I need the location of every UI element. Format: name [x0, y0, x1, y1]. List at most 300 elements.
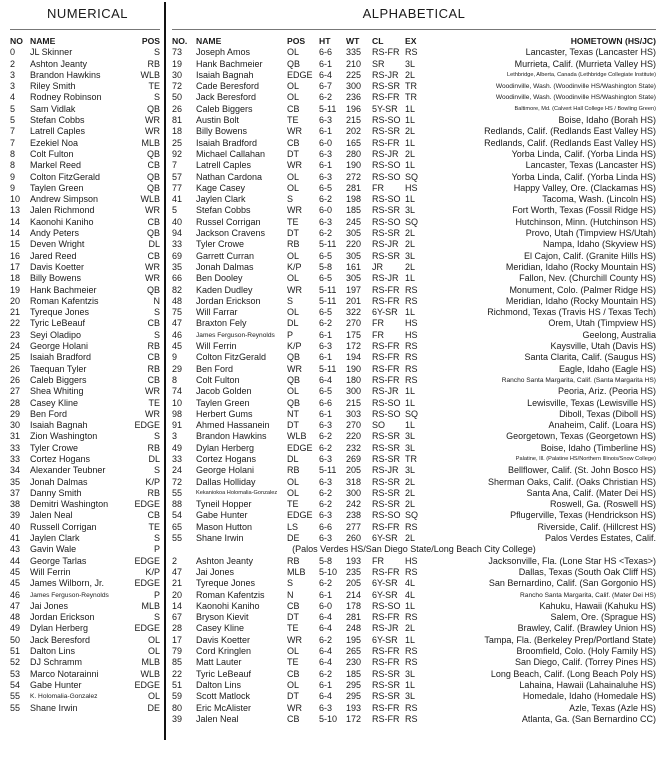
cell-pos: QB: [146, 284, 160, 295]
numerical-row: [10, 81, 160, 92]
cell-no: 22: [10, 318, 21, 329]
alphabetical-row: [172, 488, 656, 499]
cell-pos: S: [153, 307, 160, 318]
cell-ex: RS: [405, 352, 418, 363]
cell-pos: DT: [287, 228, 299, 239]
cell-name: K. Holomalia-Gonzalez: [30, 693, 98, 701]
cell-no: 49: [172, 442, 183, 453]
cell-name: Taylen Green: [196, 397, 250, 408]
cell-no: 53: [10, 668, 21, 679]
cell-pos: S: [287, 295, 294, 306]
cell-hometown: Murrieta, Calif. (Murrieta Valley HS): [514, 58, 656, 69]
cell-no: 28: [10, 397, 21, 408]
cell-hometown: Yorba Linda, Calif. (Yorba Linda HS): [511, 171, 656, 182]
cell-name: Ashton Jeanty: [196, 555, 254, 566]
cell-pos: DT: [287, 691, 299, 702]
cell-pos: P: [153, 544, 160, 555]
cell-name: Sam Vidlak: [30, 103, 76, 114]
cell-no: 47: [10, 600, 21, 611]
numerical-row: [10, 205, 160, 216]
alphabetical-row: [172, 126, 656, 137]
cell-pos: CB: [287, 713, 300, 724]
numerical-row: [10, 544, 160, 555]
cell-no: 33: [10, 453, 21, 464]
cell-ht: 6-2: [319, 431, 333, 442]
cell-name: Taequan Tyler: [30, 363, 87, 374]
cell-name: Will Ferrin: [196, 341, 237, 352]
cell-hometown: Woodinville, Wash. (Woodinville HS/Washington State): [495, 94, 656, 102]
cell-wt: 214: [346, 589, 362, 600]
cell-ex: 3L: [405, 250, 416, 261]
cell-name: Tyric LeBeauf: [30, 318, 86, 329]
alphabetical-row: [172, 691, 656, 702]
numerical-row: [10, 251, 160, 262]
alphabetical-row: [172, 375, 656, 386]
cell-wt: 236: [346, 92, 362, 103]
cell-name: Kaonohi Kaniho: [196, 600, 260, 611]
cell-hometown: Brawley, Calif. (Brawley Union HS): [517, 623, 656, 634]
cell-pos: WR: [145, 386, 160, 397]
numerical-row: [10, 409, 160, 420]
cell-name: Matt Lauter: [196, 657, 242, 668]
cell-ex: 1L: [405, 115, 416, 126]
cell-cl: RS-FR: [372, 352, 400, 363]
cell-pos: WR: [287, 363, 302, 374]
cell-ht: 6-6: [319, 397, 333, 408]
cell-cl: RS-SO: [372, 510, 401, 521]
cell-cl: RS-SR: [372, 487, 401, 498]
numerical-row: [10, 307, 160, 318]
alphabetical-row: [172, 544, 656, 555]
cell-wt: 269: [346, 453, 362, 464]
cell-hometown: Kahuku, Hawaii (Kahuku HS): [539, 600, 656, 611]
cell-hometown: Fallon, Nev. (Churchill County HS): [519, 273, 656, 284]
numerical-row: [10, 533, 160, 544]
cell-hometown: Orem, Utah (Timpview HS): [548, 318, 656, 329]
cell-ht: 6-2: [319, 92, 333, 103]
cell-hometown: San Bernardino, Calif. (San Gorgonio HS): [488, 578, 656, 589]
cell-ex: SQ: [405, 510, 419, 521]
cell-no: 69: [172, 250, 183, 261]
cell-ht: 6-6: [319, 521, 333, 532]
cell-wt: 190: [346, 160, 362, 171]
cell-ht: 5-10: [319, 713, 338, 724]
numerical-row: [10, 510, 160, 521]
numerical-row: [10, 183, 160, 194]
cell-pos: OL: [287, 679, 300, 690]
header-pos: POS: [141, 36, 160, 46]
cell-ht: 6-3: [319, 453, 333, 464]
numerical-row: [10, 228, 160, 239]
cell-ex: 2L: [405, 499, 416, 510]
cell-name: Kaonohi Kaniho: [30, 216, 94, 227]
cell-cl: 6Y-SR: [372, 578, 398, 589]
cell-pos: OL: [147, 691, 160, 702]
numerical-row: [10, 556, 160, 567]
cell-hometown: Diboll, Texas (Diboll HS): [559, 408, 656, 419]
cell-pos: EDGE: [134, 420, 160, 431]
cell-no: 7: [10, 126, 16, 137]
cell-wt: 201: [346, 295, 362, 306]
cell-no: 14: [10, 228, 21, 239]
alphabetical-row: [172, 533, 656, 544]
cell-ht: 6-2: [319, 668, 333, 679]
cell-ht: 6-1: [319, 352, 333, 363]
alphabetical-row: [172, 465, 656, 476]
alphabetical-row: [172, 70, 656, 81]
cell-no: 7: [10, 137, 16, 148]
cell-pos: WLB: [140, 69, 160, 80]
cell-wt: 295: [346, 679, 362, 690]
cell-pos: MLB: [141, 137, 160, 148]
numerical-row: [10, 47, 160, 58]
cell-no: 31: [10, 431, 21, 442]
cell-wt: 220: [346, 431, 362, 442]
cell-ht: 6-3: [319, 341, 333, 352]
cell-no: 23: [10, 329, 21, 340]
alphabetical-row: [172, 635, 656, 646]
cell-ht: 6-1: [319, 589, 333, 600]
cell-cl: RS-JR: [372, 148, 399, 159]
cell-name: Jonah Dalmas: [196, 261, 254, 272]
cell-no: 51: [172, 679, 183, 690]
cell-cl: RS-SO: [372, 216, 401, 227]
cell-name: Cortez Hogans: [196, 453, 257, 464]
numerical-row: [10, 522, 160, 533]
cell-pos: WLB: [140, 668, 160, 679]
numerical-row: [10, 431, 160, 442]
cell-ex: 2L: [405, 476, 416, 487]
cell-pos: CB: [287, 668, 300, 679]
cell-no: 52: [10, 657, 21, 668]
cell-ht: 6-7: [319, 81, 333, 92]
cell-ht: 6-6: [319, 47, 333, 58]
cell-wt: 230: [346, 657, 362, 668]
cell-hometown: Salem, Ore. (Sprague HS): [550, 612, 656, 623]
cell-name: Gabe Hunter: [196, 510, 248, 521]
cell-hometown: Fort Worth, Texas (Fossil Ridge HS): [512, 205, 656, 216]
numerical-row: [10, 364, 160, 375]
cell-pos: QB: [287, 352, 301, 363]
alphabetical-row: [172, 341, 656, 352]
cell-cl: FR: [372, 182, 384, 193]
cell-cl: RS-SR: [372, 250, 401, 261]
cell-no: 20: [172, 589, 183, 600]
numerical-row: [10, 172, 160, 183]
cell-hometown: Homedale, Idaho (Homedale HS): [522, 691, 656, 702]
cell-no: 26: [10, 374, 21, 385]
cell-hometown: Rancho Santa Margarita, Calif. (Mater Dei HS): [520, 591, 656, 599]
cell-name: Riley Smith: [30, 81, 76, 92]
cell-no: 39: [10, 510, 21, 521]
numerical-heading: NUMERICAL: [46, 6, 129, 21]
cell-ht: 6-5: [319, 182, 333, 193]
cell-no: 39: [172, 713, 183, 724]
cell-pos: QB: [287, 397, 301, 408]
cell-pos: WR: [145, 408, 160, 419]
cell-hometown: Yorba Linda, Calif. (Yorba Linda HS): [511, 148, 656, 159]
cell-pos: S: [153, 533, 160, 544]
cell-wt: 210: [346, 58, 362, 69]
cell-ex: TR: [405, 81, 417, 92]
cell-hometown: Rancho Santa Margarita, Calif. (Santa Margarita HS): [501, 376, 656, 384]
alphabetical-row: [172, 47, 656, 58]
numerical-header-row: [10, 36, 160, 47]
cell-name: Shane Irwin: [196, 533, 244, 544]
cell-name: Taylen Green: [30, 182, 84, 193]
cell-pos: NT: [287, 408, 299, 419]
alphabetical-row: [172, 420, 656, 431]
cell-wt: 172: [346, 341, 362, 352]
cell-name: Kekaniokoa Holomalia-Gonzalez: [196, 489, 278, 496]
cell-ex: RS: [405, 702, 418, 713]
cell-cl: 6Y-SR: [372, 589, 398, 600]
cell-pos: CB: [287, 600, 300, 611]
cell-name: Tyreque Jones: [30, 307, 90, 318]
cell-hometown: Nampa, Idaho (Skyview HS): [542, 239, 656, 250]
cell-ex: 1L: [405, 194, 416, 205]
cell-ht: 5-11: [319, 295, 337, 306]
cell-ht: 6-0: [319, 205, 333, 216]
cell-no: 35: [10, 476, 21, 487]
cell-cl: FR: [372, 555, 384, 566]
numerical-row: [10, 680, 160, 691]
cell-cl: RS-SR: [372, 205, 401, 216]
cell-pos: OL: [287, 92, 300, 103]
cell-name: Stefan Cobbs: [30, 115, 85, 126]
cell-no: 38: [10, 499, 21, 510]
numerical-row: [10, 138, 160, 149]
cell-no: 94: [172, 228, 183, 239]
cell-cl: RS-SR: [372, 442, 401, 453]
cell-pos: OL: [287, 250, 300, 261]
cell-wt: 260: [346, 533, 362, 544]
cell-cl: RS-SO: [372, 194, 401, 205]
alphabetical-row: [172, 183, 656, 194]
cell-ex: 2L: [405, 239, 416, 250]
cell-hometown: Lethbridge, Alberta, Canada (Lethbridge Collegiate Institute): [507, 71, 656, 78]
cell-wt: 198: [346, 194, 362, 205]
cell-no: 47: [172, 566, 183, 577]
alphabetical-row: [172, 307, 656, 318]
cell-wt: 202: [346, 126, 362, 137]
cell-cl: RS-SO: [372, 171, 401, 182]
column-divider: [164, 2, 166, 740]
cell-hometown: Palos Verdes Estates, Calif.: [544, 533, 656, 544]
cell-pos: CB: [287, 103, 300, 114]
cell-hometown: Redlands, Calif. (Redlands East Valley HS): [484, 126, 656, 137]
cell-ht: 6-3: [319, 148, 333, 159]
cell-wt: 190: [346, 363, 362, 374]
cell-name: Marco Notarainni: [30, 668, 99, 679]
cell-ex: TR: [405, 92, 417, 103]
cell-name: Jaylen Clark: [196, 194, 246, 205]
cell-name: Jackson Cravens: [196, 228, 266, 239]
cell-no: 33: [10, 442, 21, 453]
cell-no: 4: [10, 92, 16, 103]
cell-cl: RS-JR: [372, 465, 399, 476]
cell-name: Isaiah Bagnah: [196, 69, 254, 80]
alphabetical-row: [172, 81, 656, 92]
cell-cl: RS-FR: [372, 363, 400, 374]
cell-ex: 3L: [405, 431, 416, 442]
cell-ex: 2L: [405, 623, 416, 634]
cell-pos: OL: [287, 307, 300, 318]
cell-name: Joseph Amos: [196, 47, 251, 58]
cell-pos: CB: [147, 216, 160, 227]
cell-cl: RS-SR: [372, 691, 401, 702]
cell-no: 34: [10, 465, 21, 476]
cell-no: 51: [10, 646, 21, 657]
cell-name: Zion Washington: [30, 431, 98, 442]
cell-name: Jordan Erickson: [196, 295, 261, 306]
cell-no: 54: [10, 679, 21, 690]
cell-ht: 6-3: [319, 216, 333, 227]
numerical-row: [10, 578, 160, 589]
cell-pos: TE: [148, 81, 160, 92]
cell-ex: 2L: [405, 228, 416, 239]
alphabetical-row: [172, 115, 656, 126]
cell-hometown: Atlanta, Ga. (San Bernardino CC): [521, 713, 656, 724]
cell-pos: OL: [287, 171, 300, 182]
cell-no: 17: [10, 261, 21, 272]
cell-wt: 277: [346, 521, 362, 532]
cell-pos: CB: [147, 352, 160, 363]
cell-ht: 6-3: [319, 476, 333, 487]
cell-ht: 5-8: [319, 261, 333, 272]
cell-ht: 6-2: [319, 194, 333, 205]
cell-hometown: Georgetown, Texas (Georgetown HS): [506, 431, 656, 442]
cell-name: Bryson Kievit: [196, 612, 249, 623]
cell-hometown: Dallas, Texas (South Oak Cliff HS): [518, 566, 656, 577]
cell-wt: 161: [346, 261, 362, 272]
cell-name: Tyreque Jones: [196, 578, 256, 589]
cell-hometown: Monument, Colo. (Palmer Ridge HS): [509, 284, 656, 295]
cell-hometown: Santa Clarita, Calif. (Saugus HS): [524, 352, 656, 363]
cell-name: Isaiah Bradford: [30, 352, 92, 363]
cell-name: Eric McAlister: [196, 702, 252, 713]
cell-no: 37: [10, 487, 21, 498]
cell-name: Tyler Crowe: [30, 442, 79, 453]
numerical-row: [10, 262, 160, 273]
cell-no: 80: [172, 702, 183, 713]
cell-ht: 6-4: [319, 646, 333, 657]
numerical-row: [10, 126, 160, 137]
cell-wt: 215: [346, 115, 362, 126]
cell-wt: 225: [346, 69, 362, 80]
cell-name: Tyric LeBeauf: [196, 668, 252, 679]
cell-name: Jaylen Clark: [30, 533, 80, 544]
cell-wt: 185: [346, 205, 362, 216]
cell-no: 2: [10, 58, 16, 69]
cell-name: Jared Reed: [30, 250, 77, 261]
cell-pos: EDGE: [134, 578, 160, 589]
cell-pos: DL: [287, 453, 299, 464]
cell-cl: RS-FR: [372, 612, 400, 623]
alphabetical-row: [172, 92, 656, 103]
cell-ex: SQ: [405, 171, 419, 182]
cell-name: Caleb Biggers: [30, 374, 87, 385]
cell-wt: 281: [346, 612, 362, 623]
alphabetical-row: [172, 228, 656, 239]
cell-pos: WR: [145, 205, 160, 216]
cell-wt: 195: [346, 634, 362, 645]
cell-ht: 6-4: [319, 657, 333, 668]
cell-name: Mason Hutton: [196, 521, 253, 532]
cell-wt: 280: [346, 148, 362, 159]
cell-wt: 295: [346, 691, 362, 702]
numerical-row: [10, 646, 160, 657]
numerical-roster-table: [10, 36, 160, 714]
cell-no: 8: [10, 160, 16, 171]
cell-no: 14: [10, 216, 21, 227]
cell-name: Billy Bowens: [196, 126, 248, 137]
cell-cl: FR: [372, 329, 384, 340]
numerical-row: [10, 352, 160, 363]
cell-name: DJ Schramm: [30, 657, 83, 668]
cell-no: 45: [172, 341, 183, 352]
cell-cl: RS-FR: [372, 713, 400, 724]
alphabetical-row: [172, 217, 656, 228]
cell-wt: 248: [346, 623, 362, 634]
cell-no: 55: [172, 487, 183, 498]
cell-pos: N: [287, 589, 294, 600]
cell-pos: S: [287, 578, 294, 589]
cell-pos: CB: [147, 510, 160, 521]
cell-cl: RS-SO: [372, 160, 401, 171]
cell-pos: S: [153, 329, 160, 340]
cell-wt: 245: [346, 216, 362, 227]
cell-hometown: Roswell, Ga. (Roswell HS): [549, 499, 656, 510]
cell-name: Markel Reed: [30, 160, 82, 171]
cell-pos: EDGE: [134, 679, 160, 690]
cell-ht: 6-5: [319, 307, 333, 318]
alphabetical-row: [172, 273, 656, 284]
cell-pos: OL: [147, 634, 160, 645]
cell-ht: 6-2: [319, 487, 333, 498]
cell-pos: MLB: [141, 600, 160, 611]
cell-hometown: Lancaster, Texas (Lancaster HS): [525, 160, 656, 171]
cell-name: Cord Kringlen: [196, 646, 252, 657]
cell-no: 24: [10, 341, 21, 352]
cell-name: Jack Beresford: [30, 634, 91, 645]
cell-no: 92: [172, 148, 183, 159]
cell-no: 79: [172, 646, 183, 657]
cell-no: 54: [172, 510, 183, 521]
cell-name: Roman Kafentzis: [196, 589, 265, 600]
cell-no: 20: [10, 295, 21, 306]
cell-pos: S: [153, 47, 160, 58]
cell-ex: HS: [405, 182, 418, 193]
cell-wt: 196: [346, 103, 362, 114]
cell-ht: 5-11: [319, 284, 337, 295]
cell-pos: QB: [287, 58, 301, 69]
cell-name: Demitri Washington: [30, 499, 109, 510]
alphabetical-row: [172, 285, 656, 296]
cell-ht: 5-11: [319, 465, 337, 476]
cell-ht: 5-8: [319, 555, 333, 566]
cell-ex: 1L: [405, 137, 416, 148]
alphabetical-row: [172, 499, 656, 510]
cell-name: Isaiah Bradford: [196, 137, 258, 148]
cell-no: 41: [10, 533, 21, 544]
cell-cl: RS-JR: [372, 623, 399, 634]
cell-hometown: Lahaina, Hawaii (Lahainaluhe HS): [519, 679, 656, 690]
cell-pos: QB: [146, 171, 160, 182]
cell-pos: DL: [287, 318, 299, 329]
cell-hometown: Lancaster, Texas (Lancaster HS): [525, 47, 656, 58]
cell-pos: OL: [287, 487, 300, 498]
